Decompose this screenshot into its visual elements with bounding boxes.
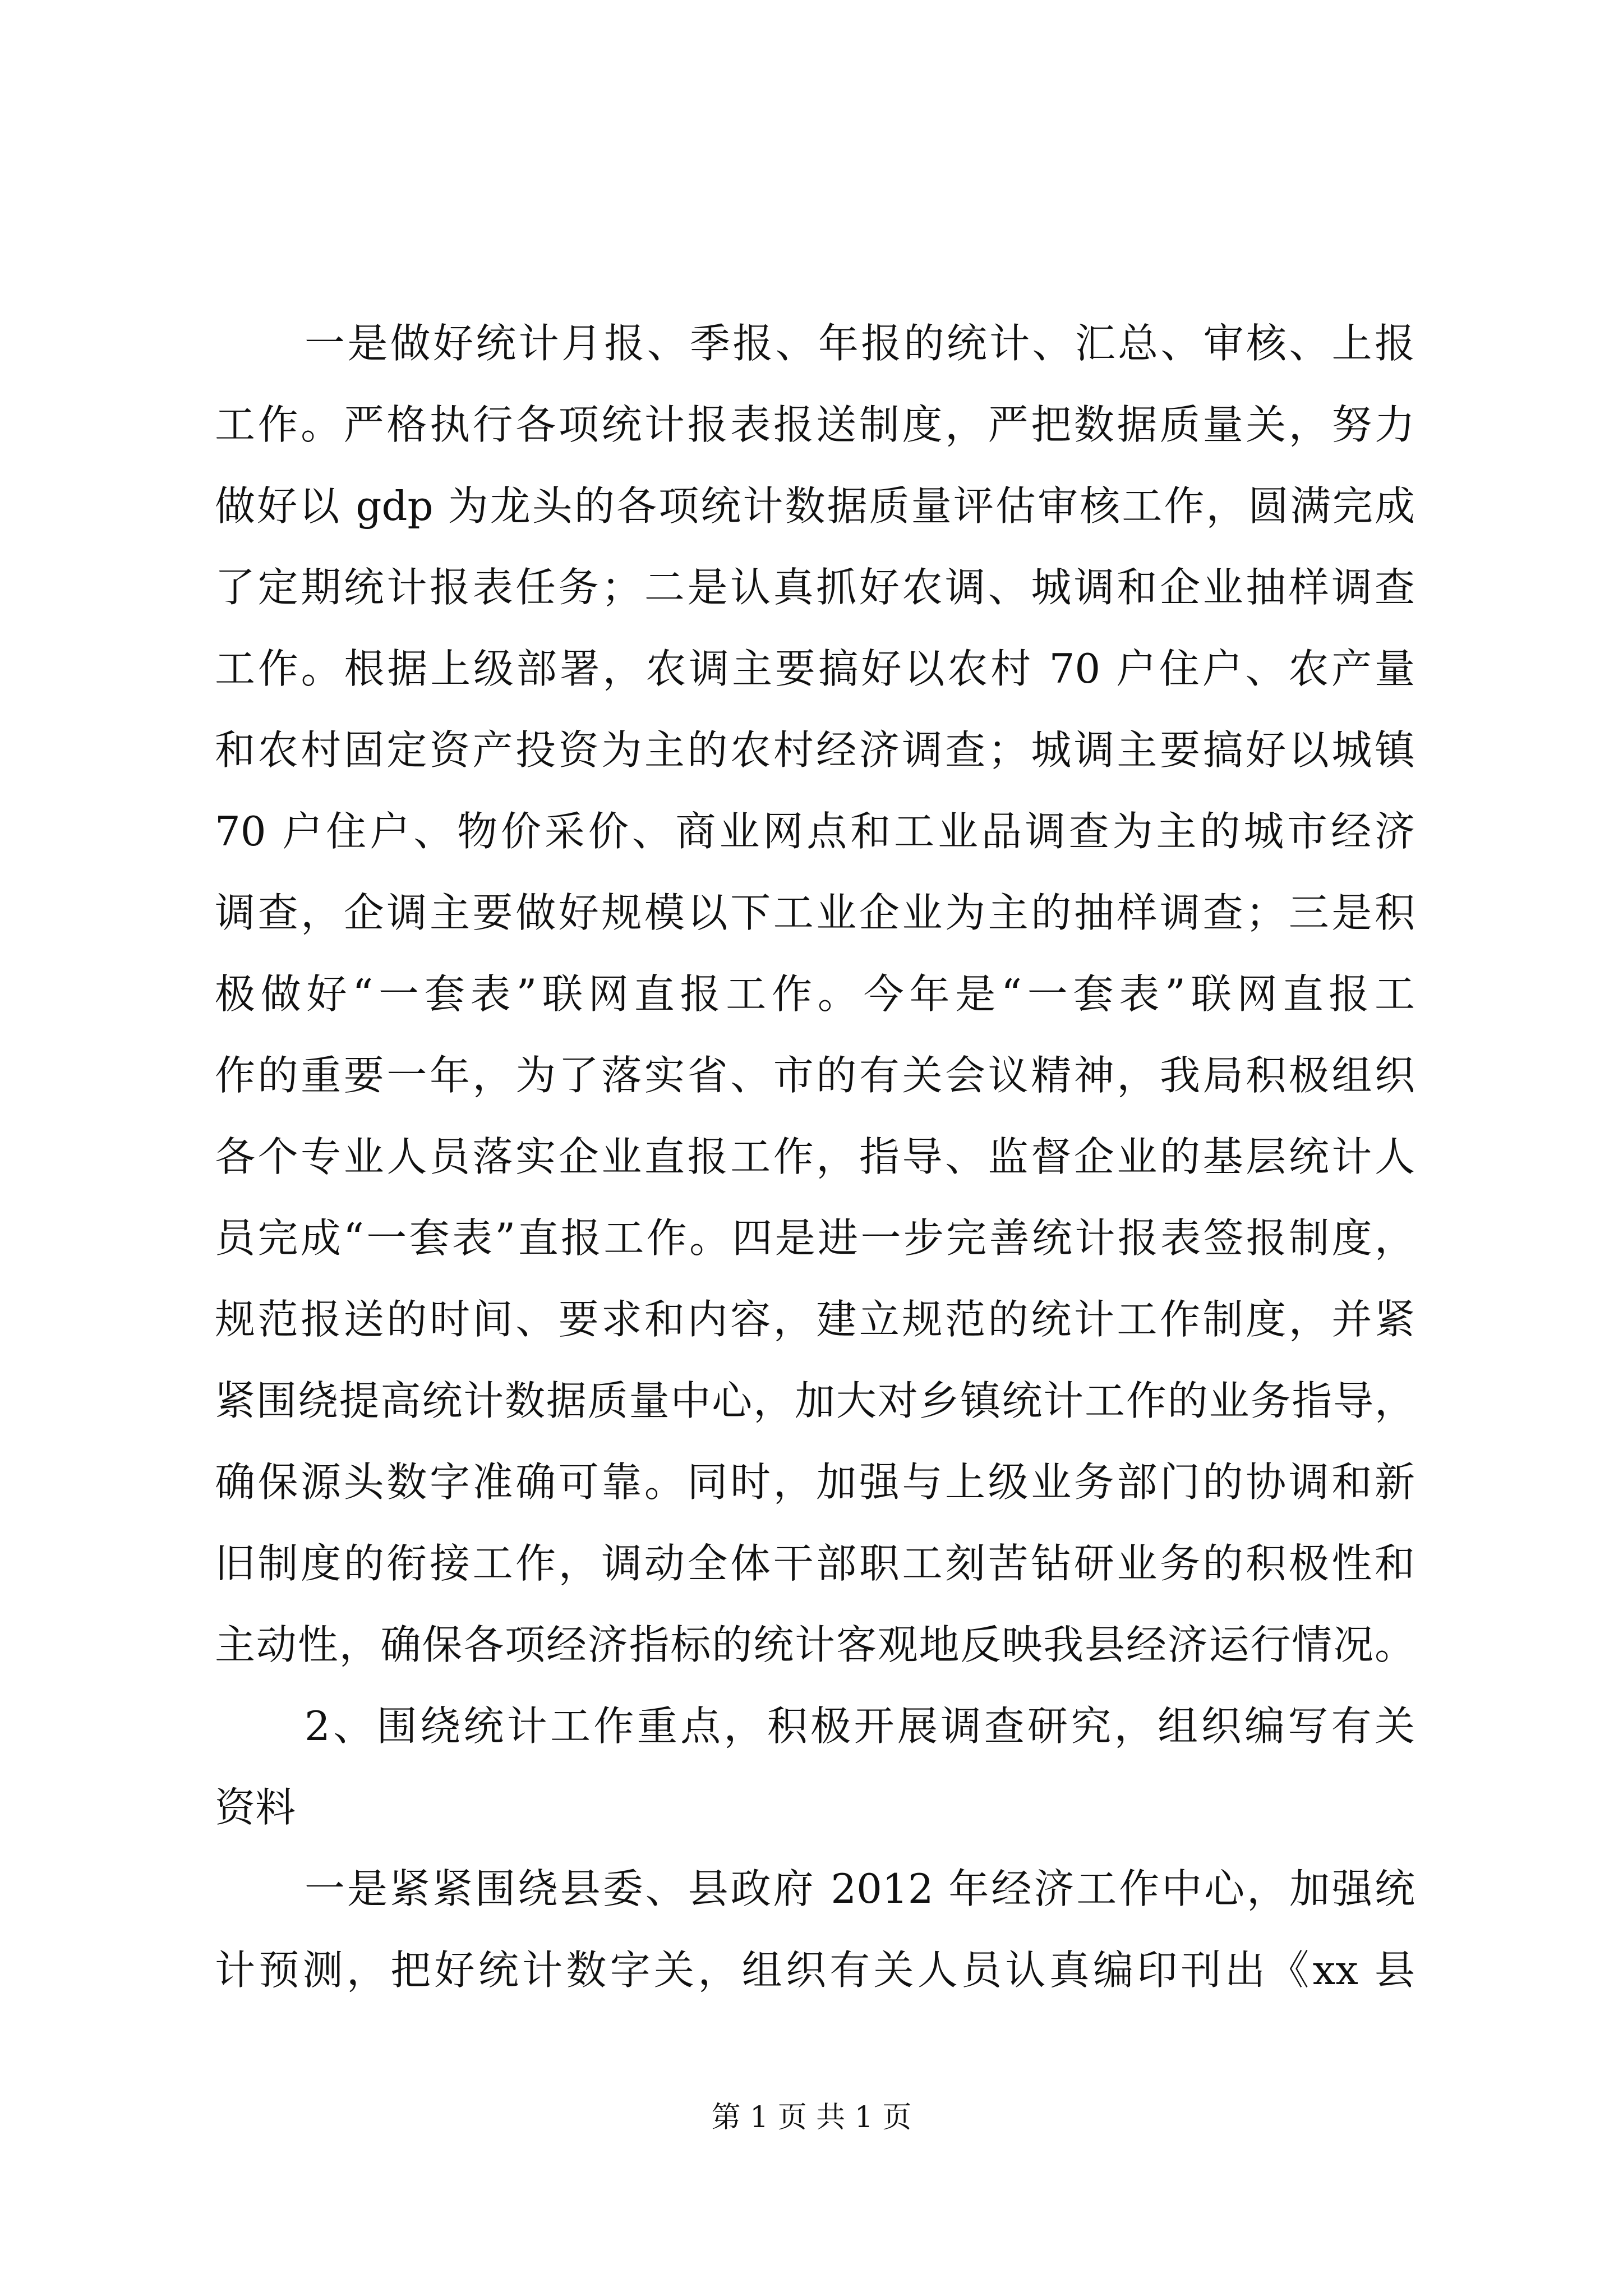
text-line: 70 户住户、物价采价、商业网点和工业品调查为主的城市经济 [215, 808, 1415, 855]
text-line: 主动性，确保各项经济指标的统计客观地反映我县经济运行情况。 [215, 1621, 1415, 1668]
page-footer: 第 1 页 共 1 页 [711, 2101, 912, 2134]
text-line: 计预测，把好统计数字关，组织有关人员认真编印刊出《xx 县 [215, 1947, 1415, 1994]
text-line: 一是做好统计月报、季报、年报的统计、汇总、审核、上报 [305, 320, 1415, 367]
text-line: 和农村固定资产投资为主的农村经济调查；城调主要搞好以城镇 [215, 726, 1415, 774]
text-line: 工作。根据上级部署，农调主要搞好以农村 70 户住户、农产量 [215, 645, 1415, 692]
text-line: 员完成“一套表”直报工作。四是进一步完善统计报表签报制度， [215, 1214, 1415, 1262]
section-heading: 2、围绕统计工作重点，积极开展调查研究，组织编写有关 [305, 1703, 1415, 1750]
text-line: 旧制度的衔接工作，调动全体干部职工刻苦钻研业务的积极性和 [215, 1540, 1415, 1587]
section-heading-continued: 资料 [215, 1784, 296, 1831]
text-line: 极做好“一套表”联网直报工作。今年是“一套表”联网直报工 [215, 970, 1415, 1018]
text-line: 作的重要一年，为了落实省、市的有关会议精神，我局积极组织 [215, 1052, 1415, 1099]
text-line: 确保源头数字准确可靠。同时，加强与上级业务部门的协调和新 [215, 1458, 1415, 1506]
text-line: 做好以 gdp 为龙头的各项统计数据质量评估审核工作，圆满完成 [215, 482, 1415, 530]
text-line: 规范报送的时间、要求和内容，建立规范的统计工作制度，并紧 [215, 1296, 1415, 1343]
text-line: 调查，企调主要做好规模以下工业企业为主的抽样调查；三是积 [215, 889, 1415, 936]
text-line: 工作。严格执行各项统计报表报送制度，严把数据质量关，努力 [215, 401, 1415, 448]
text-line: 一是紧紧围绕县委、县政府 2012 年经济工作中心，加强统 [305, 1865, 1415, 1912]
text-line: 紧围绕提高统计数据质量中心，加大对乡镇统计工作的业务指导， [215, 1377, 1415, 1424]
text-line: 了定期统计报表任务；二是认真抓好农调、城调和企业抽样调查 [215, 564, 1415, 611]
text-line: 各个专业人员落实企业直报工作，指导、监督企业的基层统计人 [215, 1133, 1415, 1180]
